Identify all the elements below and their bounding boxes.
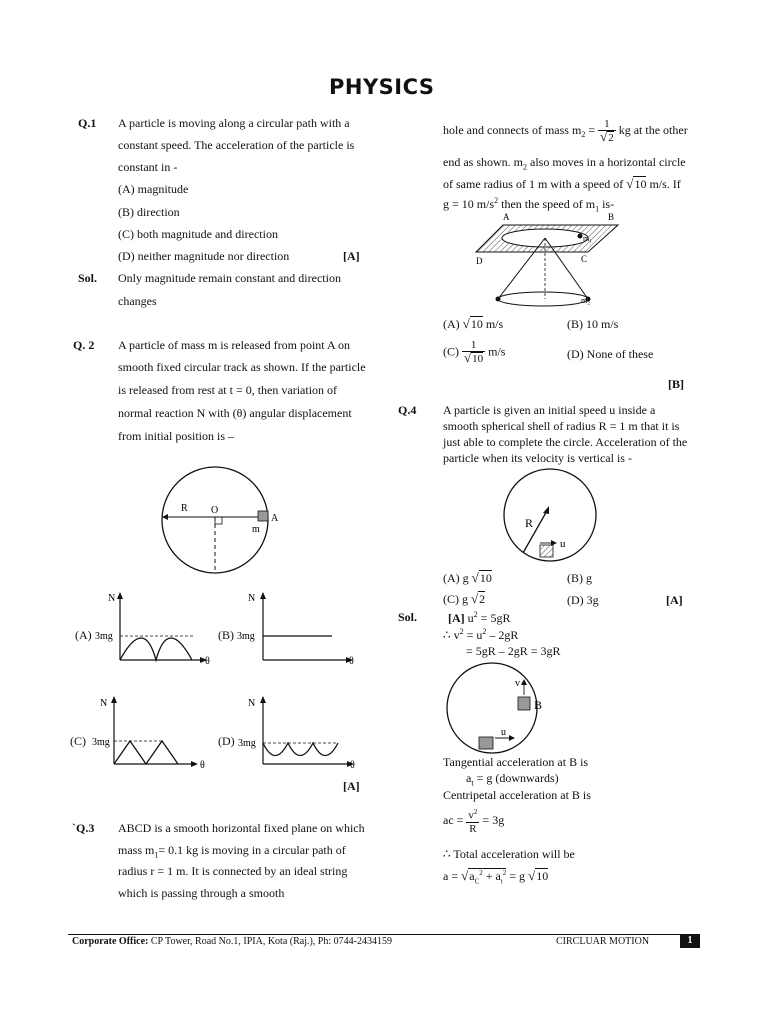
- page-title: PHYSICS: [329, 75, 435, 99]
- q3-option-c-fraction: $\frac{1}{√10}$: [464, 339, 484, 365]
- q4-final-radicand: 10: [536, 869, 549, 883]
- footer-chapter: CIRCLUAR MOTION: [556, 936, 650, 947]
- q3-option-c: [443, 339, 505, 365]
- footer-text: CP Tower, Road No.1, IPIA, Kota (Raj.), Ph: 0744-2434159: [148, 936, 392, 947]
- page-number: 1: [680, 934, 700, 948]
- graph-theta-label: θ: [200, 760, 205, 771]
- q4-sol-text: ac =: [443, 812, 467, 827]
- graph-n-label: N: [108, 593, 116, 604]
- q2-line: normal reaction N with (θ) angular displacement: [118, 406, 352, 420]
- q4-option-c-label: (C) g: [443, 592, 468, 606]
- footer-label: Corporate Office:: [72, 936, 149, 947]
- q4-sol-line-1: [A] $u^2 = 5gR$: [448, 610, 511, 625]
- q4-sol-text: = 3g: [482, 812, 505, 827]
- graph-theta-label: θ: [349, 656, 354, 667]
- q1-answer: [A]: [343, 249, 360, 263]
- q3-cont-text: m/s. If: [646, 177, 681, 191]
- q4-option-c-radicand: 2: [479, 592, 486, 606]
- q4-sol-text: = 5gR: [477, 611, 511, 625]
- q4-option-b: (B) g: [567, 571, 592, 585]
- q3-mass-value: = 0.1 kg is moving in a circular path of: [158, 843, 346, 857]
- q4-tangential-line: Tangential acceleration at B is: [443, 755, 589, 769]
- fraction-denominator: 2: [608, 132, 614, 144]
- q1-line: constant in -: [118, 160, 178, 174]
- q3-option-a: (A) √10 m/s: [443, 316, 504, 331]
- q3-option-c-unit: m/s: [488, 344, 506, 359]
- q3-cont-text: =: [585, 122, 599, 137]
- q4-option-a: (A) g √10: [443, 570, 492, 585]
- q4-fig-b: B: [534, 698, 543, 712]
- q3-cont-text: end as shown. m: [443, 155, 523, 169]
- q3-label-a: A: [503, 212, 510, 222]
- q3-cont-text: is-: [599, 197, 615, 211]
- q1-sol-line: Only magnitude remain constant and direction: [118, 271, 341, 285]
- graph-mg-label: 3mg: [92, 737, 110, 748]
- q3-label-c: C: [581, 254, 588, 264]
- q3-line: mass $m_1= 0.1$ kg is moving in a circular path of: [118, 843, 346, 860]
- q2-option-d-label: (D): [218, 734, 235, 748]
- q4-sol-text: u: [464, 611, 474, 625]
- q3-line: ABCD is a smooth horizontal fixed plane on which: [118, 821, 365, 835]
- footer-rule: [68, 934, 700, 935]
- q4-centripetal-line: Centripetal acceleration at B is: [443, 788, 591, 802]
- q3-label-d: D: [476, 256, 483, 266]
- q3-option-c-label: (C): [443, 344, 459, 359]
- q2-label-r: R: [181, 503, 188, 514]
- q1-sol-line: changes: [118, 294, 157, 308]
- q2-number: Q. 2: [73, 338, 95, 352]
- q2-label-a: A: [271, 513, 279, 524]
- q1-option: (D) neither magnitude nor direction: [118, 249, 290, 263]
- q4-shell-figure: [500, 465, 600, 565]
- q3-option-b: (B) 10 m/s: [567, 317, 619, 331]
- q4-label-u: u: [560, 538, 566, 550]
- q4-label-r: R: [525, 516, 534, 530]
- q3-plane-figure: [468, 210, 628, 310]
- q2-option-b-label: (B): [218, 628, 234, 642]
- q3-answer: [B]: [668, 377, 684, 391]
- q1-option: (B) direction: [118, 205, 180, 219]
- q4-answer: [A]: [666, 593, 683, 607]
- q2-line: smooth fixed circular track as shown. If the particle: [118, 360, 366, 374]
- q1-sol-label: Sol.: [78, 271, 98, 285]
- q4-line: particle when its velocity is vertical is -: [443, 451, 632, 465]
- q2-answer: [A]: [343, 779, 360, 793]
- q3-cont-text: hole and connects of mass m: [443, 122, 582, 137]
- q2-graph-c: [92, 692, 212, 772]
- q2-label-o: O: [211, 505, 219, 516]
- q1-line: A particle is moving along a circular path with a: [118, 116, 350, 130]
- q1-option: (A) magnitude: [118, 182, 189, 196]
- graph-n-label: N: [248, 593, 256, 604]
- q4-tangential-value: $a_t = g$ (downwards): [466, 771, 559, 788]
- fraction-numerator: 1: [462, 339, 485, 352]
- q4-fig-u: u: [501, 727, 506, 738]
- q4-option-c: (C) g √2: [443, 591, 486, 606]
- q2-label-m: m: [252, 524, 260, 535]
- q4-option-d: (D) 3g: [567, 593, 599, 607]
- q4-sol-line-3: = 5gR – 2gR = 3gR: [466, 644, 561, 658]
- q3-number: `Q.3: [72, 821, 95, 835]
- q4-option-a-label: (A) g: [443, 571, 469, 585]
- q3-option-a-label: (A): [443, 317, 460, 331]
- q4-sol-text: – 2gR: [486, 628, 519, 642]
- q1-line: constant speed. The acceleration of the particle is: [118, 138, 355, 152]
- q4-line: just able to complete the circle. Acceleration of the: [443, 435, 688, 449]
- graph-n-label: N: [248, 698, 256, 709]
- graph-mg-label: 3mg: [238, 738, 256, 749]
- q2-line: A particle of mass m is released from point A on: [118, 338, 350, 352]
- q4-sol-text: = g: [506, 869, 529, 883]
- q3-label-b: B: [608, 212, 615, 222]
- q3-cont-line-2: end as shown. $m_2$ also moves in a horizontal circle: [443, 155, 686, 172]
- q2-graph-d: [238, 692, 363, 772]
- q1-option: (C) both magnitude and direction: [118, 227, 278, 241]
- q2-option-c-label: (C): [70, 734, 86, 748]
- q3-cont-line-1: hole and connects of mass $m_2$ = $\frac{1}{√2}$ kg at the other: [443, 118, 688, 144]
- q4-centripetal-value: [443, 806, 504, 835]
- q3-label-m1: m₁: [583, 234, 593, 243]
- q4-line: smooth spherical shell of radius R = 1 m that it is: [443, 419, 680, 433]
- q2-line: from initial position is –: [118, 429, 234, 443]
- q4-number: Q.4: [398, 403, 417, 417]
- q4-sol-text: = g (downwards): [473, 771, 559, 785]
- q3-cont-line-4: g = 10 $m/s^2$ then the speed of $m_1$ is-: [443, 196, 615, 214]
- q3-option-a-radicand: 10: [470, 317, 483, 331]
- graph-mg-label: 3mg: [237, 631, 255, 642]
- q2-graph-a: [95, 590, 215, 668]
- q3-option-d: (D) None of these: [567, 347, 654, 361]
- q4-sol-text: a =: [443, 869, 462, 883]
- q3-cont-text: also moves in a horizontal circle: [527, 155, 686, 169]
- q4-sol-label: Sol.: [398, 610, 418, 624]
- q3-speed-radicand: 10: [634, 177, 647, 191]
- q3-cont-text: g = 10 m/s: [443, 197, 495, 211]
- q3-option-a-unit: m/s: [485, 317, 504, 331]
- q4-sol-answer: [A]: [448, 611, 465, 625]
- graph-theta-label: θ: [350, 760, 355, 771]
- graph-n-label: N: [100, 698, 108, 709]
- q4-line: A particle is given an initial speed u inside a: [443, 403, 656, 417]
- fraction-denominator: 10: [472, 353, 484, 365]
- q4-total-line: ∴ Total acceleration will be: [443, 847, 575, 861]
- fraction-numerator: v: [468, 809, 474, 822]
- q2-track-figure: [150, 465, 290, 580]
- q3-cont-text: of same radius of 1 m with a speed of: [443, 177, 627, 191]
- q4-sol-line-2: ∴ $v^2 = u^2 - 2gR$: [443, 627, 519, 642]
- q4-option-a-radicand: 10: [479, 571, 492, 585]
- q3-cont-text: kg at the other: [618, 122, 688, 137]
- q3-mass-text: mass m: [118, 843, 155, 857]
- q4-solution-figure: [440, 660, 552, 760]
- q3-line: which is passing through a smooth: [118, 886, 285, 900]
- q4-sol-text: a: [466, 771, 472, 785]
- q3-label-m2: m₂: [581, 296, 591, 305]
- q3-cont-line-3: of same radius of 1 m with a speed of √10 m/s. If: [443, 176, 681, 191]
- q1-number: Q.1: [78, 116, 97, 130]
- fraction-numerator: 1: [598, 118, 616, 131]
- graph-mg-label: 3mg: [95, 631, 113, 642]
- q2-option-a-label: (A): [75, 628, 92, 642]
- q4-final-line: $a = √a_C^2 + a_t^2 = g$ √10: [443, 868, 549, 886]
- q2-line: is released from rest at t = 0, then variation of: [118, 383, 338, 397]
- q3-line: radius r = 1 m. It is connected by an ideal string: [118, 864, 348, 878]
- q3-cont-text: then the speed of m: [498, 197, 596, 211]
- q2-graph-b: [237, 590, 362, 668]
- q4-ac-fraction: $\frac{v^2}{R}$: [468, 808, 478, 835]
- fraction-denominator: R: [469, 822, 477, 835]
- q4-fig-v: v: [515, 678, 520, 689]
- graph-theta-label: θ: [205, 656, 210, 667]
- q4-sol-text: ∴ v: [443, 628, 460, 642]
- q3-mass-fraction: $\frac{1}{√2}$: [600, 118, 614, 144]
- q4-sol-text: = u: [463, 628, 483, 642]
- footer-address: [72, 936, 392, 947]
